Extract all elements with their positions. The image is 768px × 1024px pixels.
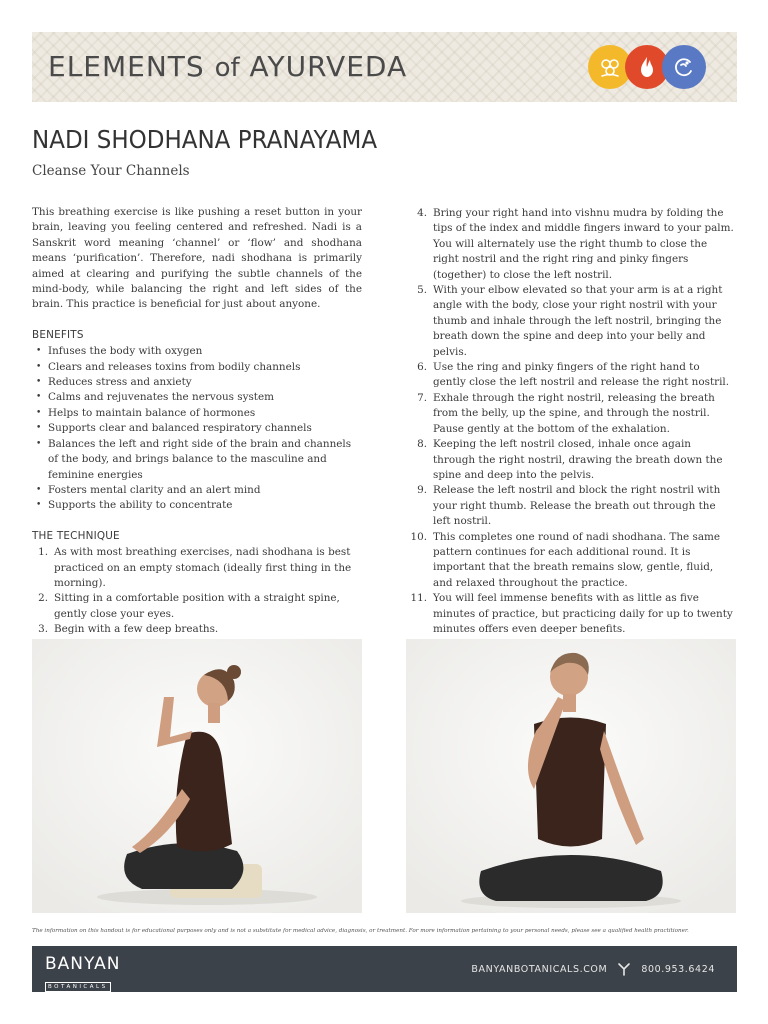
step-item xyxy=(405,530,735,592)
logo-subword: BOTANICALS xyxy=(45,982,111,992)
list-item: • Supports the ability to concentrate xyxy=(32,498,362,513)
technique-steps-right xyxy=(405,206,735,668)
brand-prefix: ELEMENTS xyxy=(48,50,205,83)
footer-bar xyxy=(32,946,737,992)
step-item xyxy=(405,437,735,483)
header-banner xyxy=(32,32,737,102)
list-item: • Helps to maintain balance of hormones xyxy=(32,406,362,421)
step-text: This completes one round of nadi shodhana. The same pattern continues for each additional round. It is important that the breath remains slow, gentle, fluid, and relaxed throughout the practice. xyxy=(433,530,721,589)
step-item xyxy=(405,206,735,283)
intro-paragraph: This breathing exercise is like pushing a reset button in your brain, leaving you feeling centered and refreshed. Nadi is a Sanskrit word meaning ‘channel’ or ‘flow’ and shodhana means ‘purification’. Therefore, nadi shodhana is primarily aimed at clearing and purifying the subtle channels of the mind-body, while balancing the right and left sides of the brain. This practice is beneficial for just about anyone. xyxy=(32,206,362,311)
step-number: 5. xyxy=(417,284,427,297)
list-item: • Infuses the body with oxygen xyxy=(32,344,362,359)
step-item xyxy=(32,545,362,591)
step-text: Bring your right hand into vishnu mudra by folding the tips of the index and middle fingers inward to your palm. You will alternately use the right thumb to close the right nostril and the right ring and pinky fingers (together) to close the left nostril. xyxy=(433,207,734,281)
element-icons xyxy=(588,45,706,89)
step-text: Begin with a few deep breaths. xyxy=(54,623,219,636)
step-number: 10. xyxy=(410,530,427,543)
right-column xyxy=(405,206,735,668)
step-text: Keeping the left nostril closed, inhale once again through the right nostril, drawing the breath down the spine and deep into the pelvis. xyxy=(433,438,723,481)
step-number: 4. xyxy=(417,207,427,219)
step-item xyxy=(32,591,362,622)
step-text: You will feel immense benefits with as little as five minutes of practice, but practicing daily for up to twenty minutes offers even deeper benefits. xyxy=(433,592,733,635)
step-item xyxy=(405,283,735,360)
step-item xyxy=(405,360,735,391)
list-item: • Supports clear and balanced respiratory channels xyxy=(32,421,362,436)
footer-contact xyxy=(471,962,715,976)
step-item xyxy=(405,391,735,437)
phone-number[interactable]: 800.953.6424 xyxy=(641,963,715,975)
list-item: • Balances the left and right side of the brain and channels of the body, and brings balance to the masculine and feminine energies xyxy=(32,437,362,483)
disclaimer-text: The information on this handout is for educational purposes only and is not a substitute for medical advice, diagnosis, or treatment. For more information pertaining to your personal needs, please see a qualified health practitioner. xyxy=(32,928,689,934)
step-text: Exhale through the right nostril, releasing the breath from the belly, up the spine, and through the nostril. Pause gently at the bottom of the exhalation. xyxy=(433,391,715,435)
brand-suffix: AYURVEDA xyxy=(249,50,408,83)
brand-of: of xyxy=(214,53,240,83)
photo-front-view-pose xyxy=(406,639,736,913)
benefits-list xyxy=(32,344,362,513)
list-item: • Clears and releases toxins from bodily channels xyxy=(32,360,362,375)
photo-side-view-pose xyxy=(32,639,362,913)
website-link[interactable]: BANYANBOTANICALS.COM xyxy=(471,963,608,975)
tree-icon xyxy=(617,962,631,976)
step-number: 9. xyxy=(417,484,427,497)
step-text: Use the ring and pinky fingers of the right hand to gently close the left nostril and release the right nostril. xyxy=(433,361,730,389)
technique-steps-left xyxy=(32,545,362,637)
step-number: 3. xyxy=(38,623,48,636)
step-item xyxy=(32,622,362,637)
step-number: 11. xyxy=(410,592,427,605)
step-text: Sitting in a comfortable position with a straight spine, gently close your eyes. xyxy=(54,592,340,620)
list-item: • Reduces stress and anxiety xyxy=(32,375,362,390)
step-number: 8. xyxy=(417,438,427,451)
list-item: • Calms and rejuvenates the nervous system xyxy=(32,390,362,405)
list-item: • Fosters mental clarity and an alert mind xyxy=(32,483,362,498)
logo-word: BANYAN xyxy=(45,954,121,974)
technique-heading: THE TECHNIQUE xyxy=(32,529,120,542)
step-number: 2. xyxy=(38,592,48,605)
step-text: As with most breathing exercises, nadi shodhana is best practiced on an empty stomach (ideally first thing in the morning). xyxy=(54,546,352,589)
step-text: With your elbow elevated so that your arm is at a right angle with the body, close your right nostril with your thumb and inhale through the left nostril, bringing the breath down the spine and deep into your belly and pelvis. xyxy=(433,284,723,358)
step-item xyxy=(405,483,735,529)
banyan-logo xyxy=(45,954,125,990)
left-column xyxy=(32,205,362,638)
step-number: 1. xyxy=(38,546,48,559)
brand-title xyxy=(48,50,407,83)
step-number: 6. xyxy=(417,361,427,374)
step-text: Release the left nostril and block the right nostril with your right thumb. Release the breath out through the left nostril. xyxy=(433,484,721,528)
page-subtitle: Cleanse Your Channels xyxy=(32,163,190,179)
benefits-heading: BENEFITS xyxy=(32,328,84,341)
water-icon xyxy=(662,45,706,89)
step-item xyxy=(405,591,735,637)
page-title: NADI SHODHANA PRANAYAMA xyxy=(32,125,378,154)
step-number: 7. xyxy=(417,391,427,404)
